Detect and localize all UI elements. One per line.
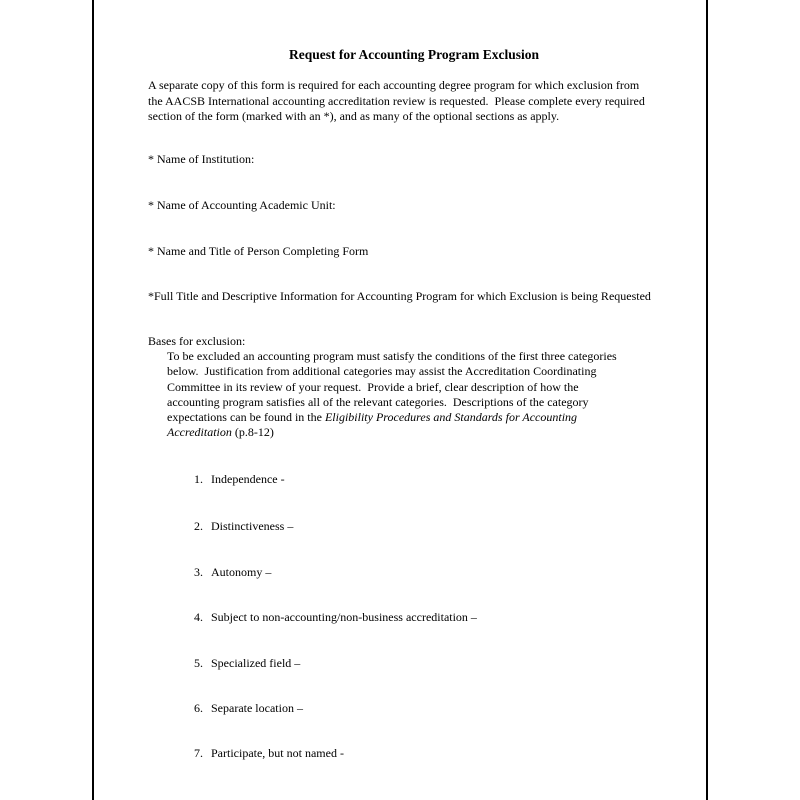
field-label-program-full-title: *Full Title and Descriptive Information for Accounting Program for which Exclusion is being Requested [148, 289, 651, 303]
category-item-distinctiveness [182, 504, 293, 549]
citation-title-part2: Accreditation [167, 425, 232, 440]
category-item-independence [182, 457, 285, 502]
intro-line: A separate copy of this form is required for each accounting degree program for which exclusion from [148, 78, 640, 92]
category-label: Specialized field – [211, 656, 301, 670]
page-right-edge-line [706, 0, 708, 800]
bases-line: Committee in its review of your request. Provide a brief, clear description of how the [167, 379, 579, 394]
category-number: 5. [194, 656, 203, 670]
category-number: 6. [194, 701, 203, 715]
document-title: Request for Accounting Program Exclusion [288, 47, 539, 62]
bases-citation-suffix: (p.8-12) [231, 425, 274, 440]
field-label-name-of-institution: * Name of Institution: [148, 152, 255, 166]
category-item-specialized-field [182, 641, 300, 686]
field-label-accounting-academic-unit: * Name of Accounting Academic Unit: [148, 198, 336, 212]
category-item-autonomy [182, 550, 271, 595]
bases-citation-line [167, 410, 617, 425]
category-number: 4. [194, 610, 203, 624]
intro-paragraph [148, 78, 645, 125]
bases-citation-prefix: expectations can be found in the [167, 410, 325, 425]
category-number: 3. [194, 565, 203, 579]
category-number: 1. [194, 472, 203, 486]
category-number: 2. [194, 519, 203, 533]
citation-title-part1: Eligibility Procedures and Standards for Accounting [324, 410, 578, 425]
category-label: Independence - [211, 472, 285, 486]
category-item-non-accounting-accreditation [182, 595, 477, 640]
category-label: Autonomy – [211, 565, 272, 579]
bases-citation-line [167, 425, 617, 440]
intro-line: the AACSB International accounting accreditation review is requested. Please complete every required [148, 93, 645, 108]
category-number: 7. [194, 746, 203, 760]
bases-line: accounting program satisfies all of the relevant categories. Descriptions of the category [167, 394, 589, 409]
category-label: Subject to non-accounting/non-business accreditation – [211, 610, 477, 624]
bases-for-exclusion-heading: Bases for exclusion: [148, 334, 246, 348]
intro-line: section of the form (marked with an *), and as many of the optional sections as apply. [148, 109, 560, 124]
bases-line: below. Justification from additional categories may assist the Accreditation Coordinating [167, 364, 597, 379]
field-label-person-completing-form: * Name and Title of Person Completing Form [148, 244, 369, 258]
bases-line: To be excluded an accounting program must satisfy the conditions of the first three categories [167, 349, 617, 363]
page-left-edge-line [92, 0, 94, 800]
bases-paragraph [167, 349, 617, 441]
category-item-separate-location [182, 686, 303, 731]
category-label: Distinctiveness – [211, 519, 294, 533]
category-item-participate-not-named [182, 731, 344, 776]
category-label: Participate, but not named - [211, 746, 344, 760]
category-label: Separate location – [211, 701, 303, 715]
